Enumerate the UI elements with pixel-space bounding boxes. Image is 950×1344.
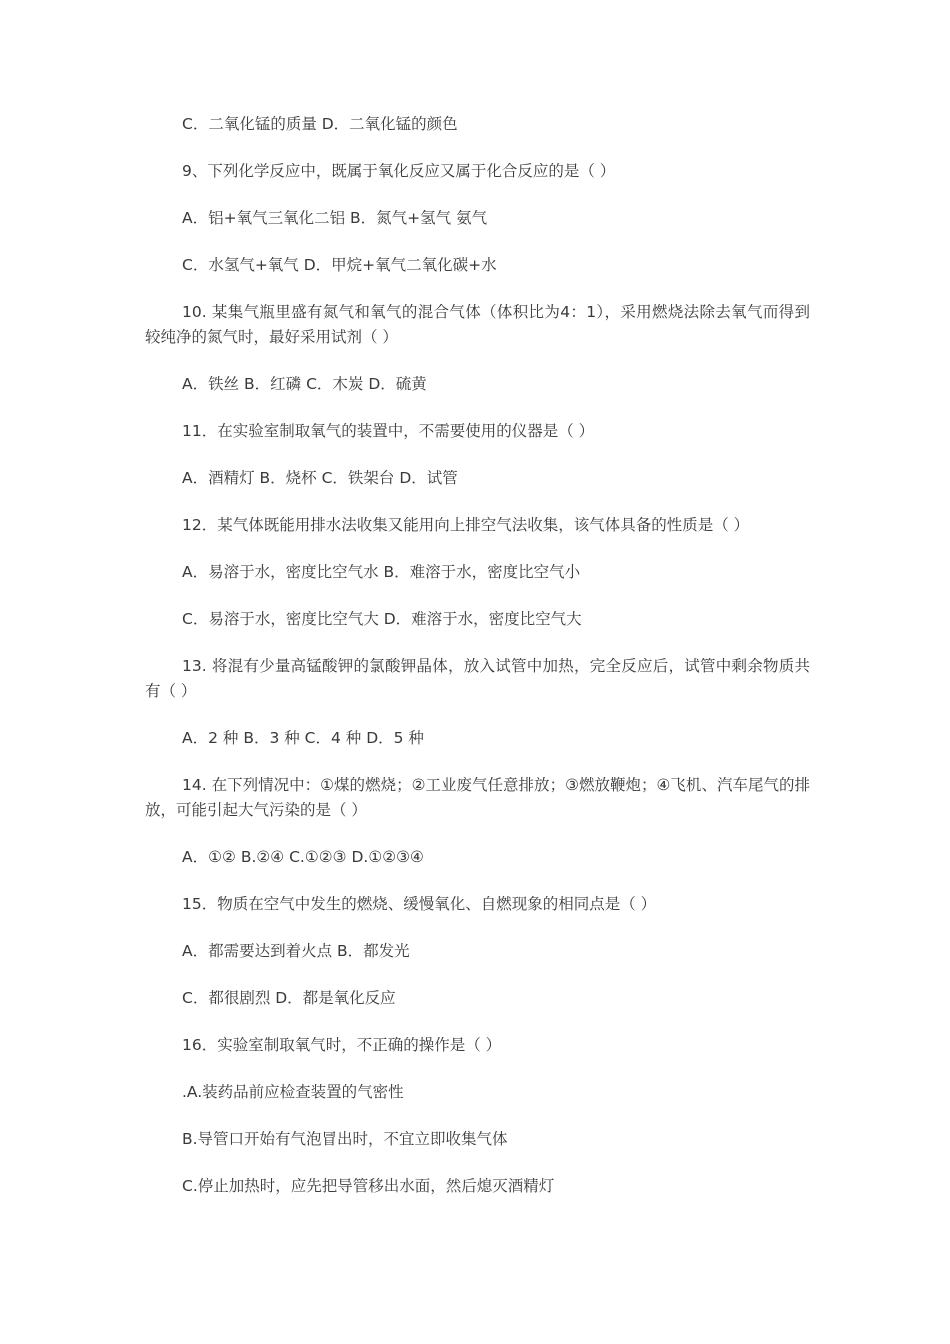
option-q16-b: B.导管口开始有气泡冒出时，不宜立即收集气体 <box>182 1130 508 1148</box>
question-10: 10. 某集气瓶里盛有氮气和氧气的混合气体（体积比为4：1），采用燃烧法除去氧气而得到较纯净的氮气时，最好采用试剂（ ） <box>145 303 810 346</box>
option-q16-a: .A.装药品前应检查装置的气密性 <box>182 1083 404 1101</box>
question-13: 13. 将混有少量高锰酸钾的氯酸钾晶体，放入试管中加热，完全反应后，试管中剩余物质共有（ ） <box>145 657 810 700</box>
option-q16-c: C.停止加热时，应先把导管移出水面，然后熄灭酒精灯 <box>182 1177 555 1195</box>
option-line-q15-cd: C．都很剧烈 D．都是氧化反应 <box>182 989 396 1007</box>
option-line-q11: A．酒精灯 B．烧杯 C．铁架台 D．试管 <box>182 469 458 487</box>
question-14: 14. 在下列情况中：①煤的燃烧；②工业废气任意排放；③燃放鞭炮；④飞机、汽车尾气的排放，可能引起大气污染的是（ ） <box>145 776 810 819</box>
option-line-q14: A．①② B.②④ C.①②③ D.①②③④ <box>182 848 424 866</box>
option-line-q12-cd: C．易溶于水，密度比空气大 D．难溶于水，密度比空气大 <box>182 610 582 628</box>
question-12: 12．某气体既能用排水法收集又能用向上排空气法收集，该气体具备的性质是（ ） <box>182 516 750 534</box>
option-line-q13: A．2 种 B．3 种 C．4 种 D．5 种 <box>182 729 424 747</box>
question-9: 9、下列化学反应中，既属于氧化反应又属于化合反应的是（ ） <box>182 162 616 180</box>
option-line-q15-ab: A．都需要达到着火点 B．都发光 <box>182 942 410 960</box>
option-line-q9-cd: C．水氢气+氧气 D．甲烷+氧气二氧化碳+水 <box>182 256 497 274</box>
question-11: 11．在实验室制取氧气的装置中，不需要使用的仪器是（ ） <box>182 422 595 440</box>
question-15: 15．物质在空气中发生的燃烧、缓慢氧化、自燃现象的相同点是（ ） <box>182 895 657 913</box>
question-16: 16．实验室制取氧气时，不正确的操作是（ ） <box>182 1036 502 1054</box>
option-line-q12-ab: A．易溶于水，密度比空气水 B．难溶于水，密度比空气小 <box>182 563 581 581</box>
document-body <box>145 112 810 1221</box>
option-line-q9-ab: A．铝+氧气三氧化二铝 B．氮气+氢气 氨气 <box>182 209 488 227</box>
option-line-q8-cd: C．二氧化锰的质量 D．二氧化锰的颜色 <box>182 115 458 133</box>
option-line-q10: A．铁丝 B．红磷 C．木炭 D．硫黄 <box>182 375 427 393</box>
